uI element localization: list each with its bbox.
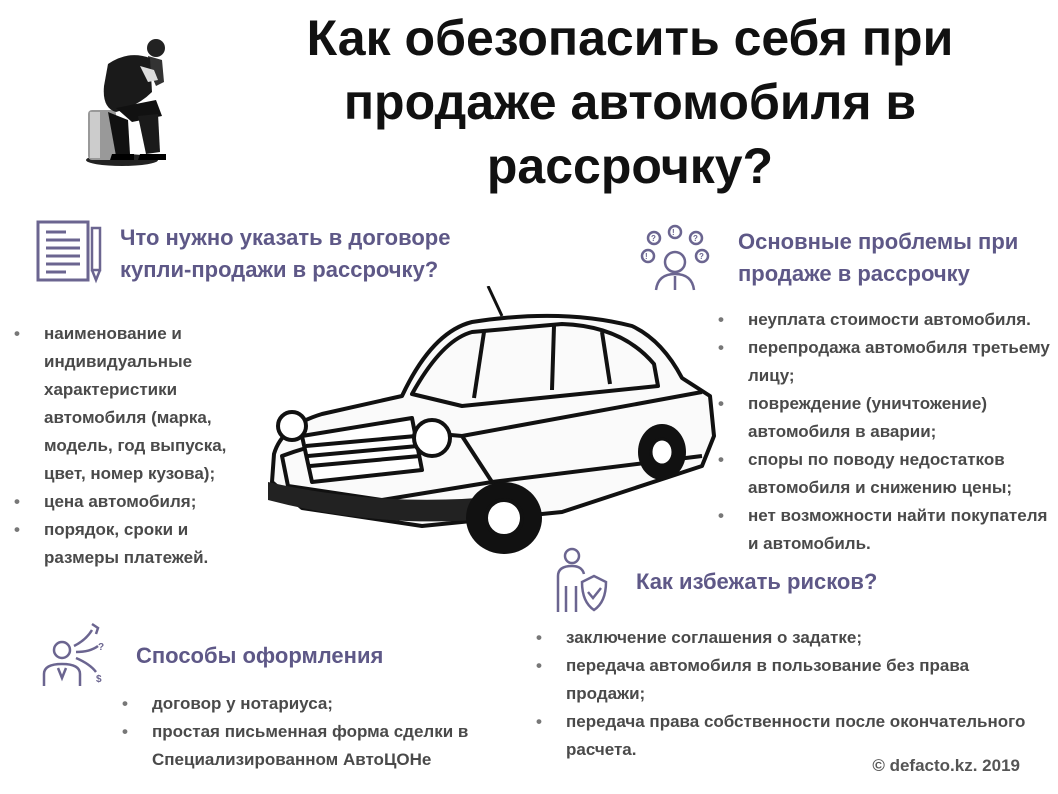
methods-heading: Способы оформления — [136, 643, 384, 668]
page-title: Как обезопасить себя при продаже автомобиля в рассрочку? — [306, 10, 954, 194]
vintage-car-illustration — [262, 286, 724, 558]
copyright-footer: © defacto.kz. 2019 — [872, 756, 1020, 775]
svg-text:!: ! — [672, 228, 675, 237]
svg-text:?: ? — [699, 252, 704, 261]
person-questions-icon — [640, 224, 710, 292]
person-options-icon — [40, 620, 110, 688]
list-item: • простая письменная форма сделки в Специализированном АвтоЦОНе — [122, 718, 512, 774]
list-item: • наименование и индивидуальные характеристики автомобиля (марка, модель, год выпуска, цвет, номер кузова); — [14, 320, 254, 488]
risks-heading: Как избежать рисков? — [636, 569, 878, 594]
risks-list — [536, 624, 1036, 764]
document-pen-icon — [36, 220, 104, 284]
problems-list — [718, 306, 1058, 558]
list-item: • нет возможности найти покупателя и автомобиль. — [718, 502, 1058, 558]
list-item: • цена автомобиля; — [14, 488, 254, 516]
contract-list — [14, 320, 254, 572]
svg-text:?: ? — [98, 642, 105, 653]
list-item: • передача автомобиля в пользование без права продажи; — [536, 652, 1036, 708]
list-item: • заключение соглашения о задатке; — [536, 624, 1036, 652]
svg-text:!: ! — [645, 252, 648, 261]
list-item: • передача права собственности после окончательного расчета. — [536, 708, 1036, 764]
list-item: • порядок, сроки и размеры платежей. — [14, 516, 254, 572]
list-item: • неуплата стоимости автомобиля. — [718, 306, 1058, 334]
list-item: • споры по поводу недостатков автомобиля и снижению цены; — [718, 446, 1058, 502]
thinker-figure-icon — [78, 36, 174, 168]
list-item: • перепродажа автомобиля третьему лицу; — [718, 334, 1058, 390]
contract-heading: Что нужно указать в договоре купли-продажи в рассрочку? — [120, 225, 451, 282]
problems-heading: Основные проблемы при продаже в рассрочку — [738, 229, 1019, 286]
list-item: • повреждение (уничтожение) автомобиля в аварии; — [718, 390, 1058, 446]
list-item: • договор у нотариуса; — [122, 690, 512, 718]
svg-text:?: ? — [693, 234, 698, 243]
svg-text:$: $ — [96, 674, 102, 685]
methods-list — [122, 690, 512, 774]
person-shield-icon — [552, 546, 608, 614]
svg-text:?: ? — [651, 234, 656, 243]
